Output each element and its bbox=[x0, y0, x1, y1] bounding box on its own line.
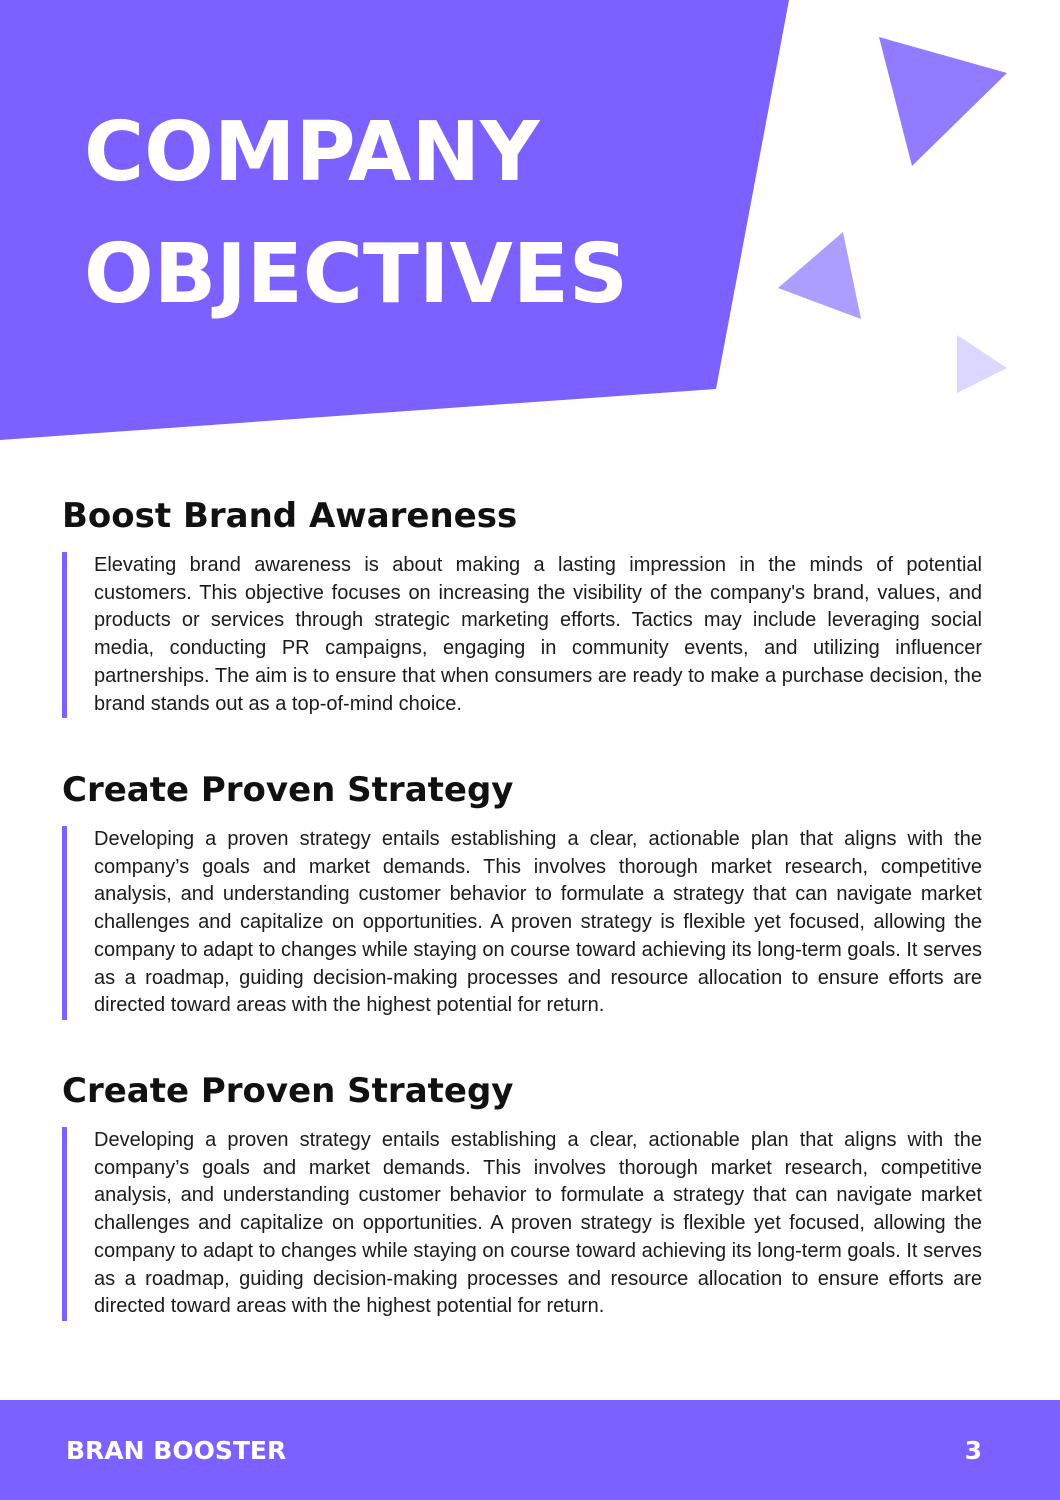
page-footer bbox=[0, 1400, 1060, 1500]
decorative-triangle-medium bbox=[778, 232, 861, 319]
objective-section-brand-awareness bbox=[62, 494, 982, 718]
section-paragraph: Developing a proven strategy entails establishing a clear, actionable plan that aligns with the company’s goals and market demands. This involves thorough market research, competitive analysis, and understanding customer behavior to formulate a strategy that can navigate market challenges and capitalize on opportunities. A proven strategy is flexible yet focused, allowing the company to adapt to changes while staying on course toward achieving its long-term goals. It serves as a roadmap, guiding decision-making processes and resource allocation to ensure efforts are directed toward areas with the highest potential for return. bbox=[94, 1129, 982, 1318]
section-heading: Boost Brand Awareness bbox=[62, 496, 518, 536]
decorative-triangle-small bbox=[957, 335, 1007, 393]
decorative-triangle-large bbox=[879, 37, 1007, 166]
page-title-line-1: COMPANY bbox=[84, 105, 540, 200]
page-title bbox=[84, 92, 628, 336]
objective-section-proven-strategy bbox=[62, 768, 982, 1020]
section-quote-block bbox=[62, 826, 982, 1020]
section-paragraph: Developing a proven strategy entails establishing a clear, actionable plan that aligns with the company’s goals and market demands. This involves thorough market research, competitive analysis, and understanding customer behavior to formulate a strategy that can navigate market challenges and capitalize on opportunities. A proven strategy is flexible yet focused, allowing the company to adapt to changes while staying on course toward achieving its long-term goals. It serves as a roadmap, guiding decision-making processes and resource allocation to ensure efforts are directed toward areas with the highest potential for return. bbox=[94, 828, 982, 1017]
section-heading: Create Proven Strategy bbox=[62, 1071, 514, 1111]
section-quote-block bbox=[62, 552, 982, 718]
section-heading: Create Proven Strategy bbox=[62, 770, 514, 810]
page-number: 3 bbox=[964, 1436, 982, 1465]
section-quote-block bbox=[62, 1127, 982, 1321]
page-title-line-2: OBJECTIVES bbox=[84, 227, 628, 322]
footer-brand-name: BRAN BOOSTER bbox=[66, 1436, 287, 1465]
objective-section-proven-strategy-repeat bbox=[62, 1069, 982, 1321]
section-paragraph: Elevating brand awareness is about making a lasting impression in the minds of potential customers. This objective focuses on increasing the visibility of the company's brand, values, and products or services through strategic marketing efforts. Tactics may include leveraging social media, conducting PR campaigns, engaging in community events, and utilizing influencer partnerships. The aim is to ensure that when consumers are ready to make a purchase decision, the brand stands out as a top-of-mind choice. bbox=[94, 554, 982, 715]
